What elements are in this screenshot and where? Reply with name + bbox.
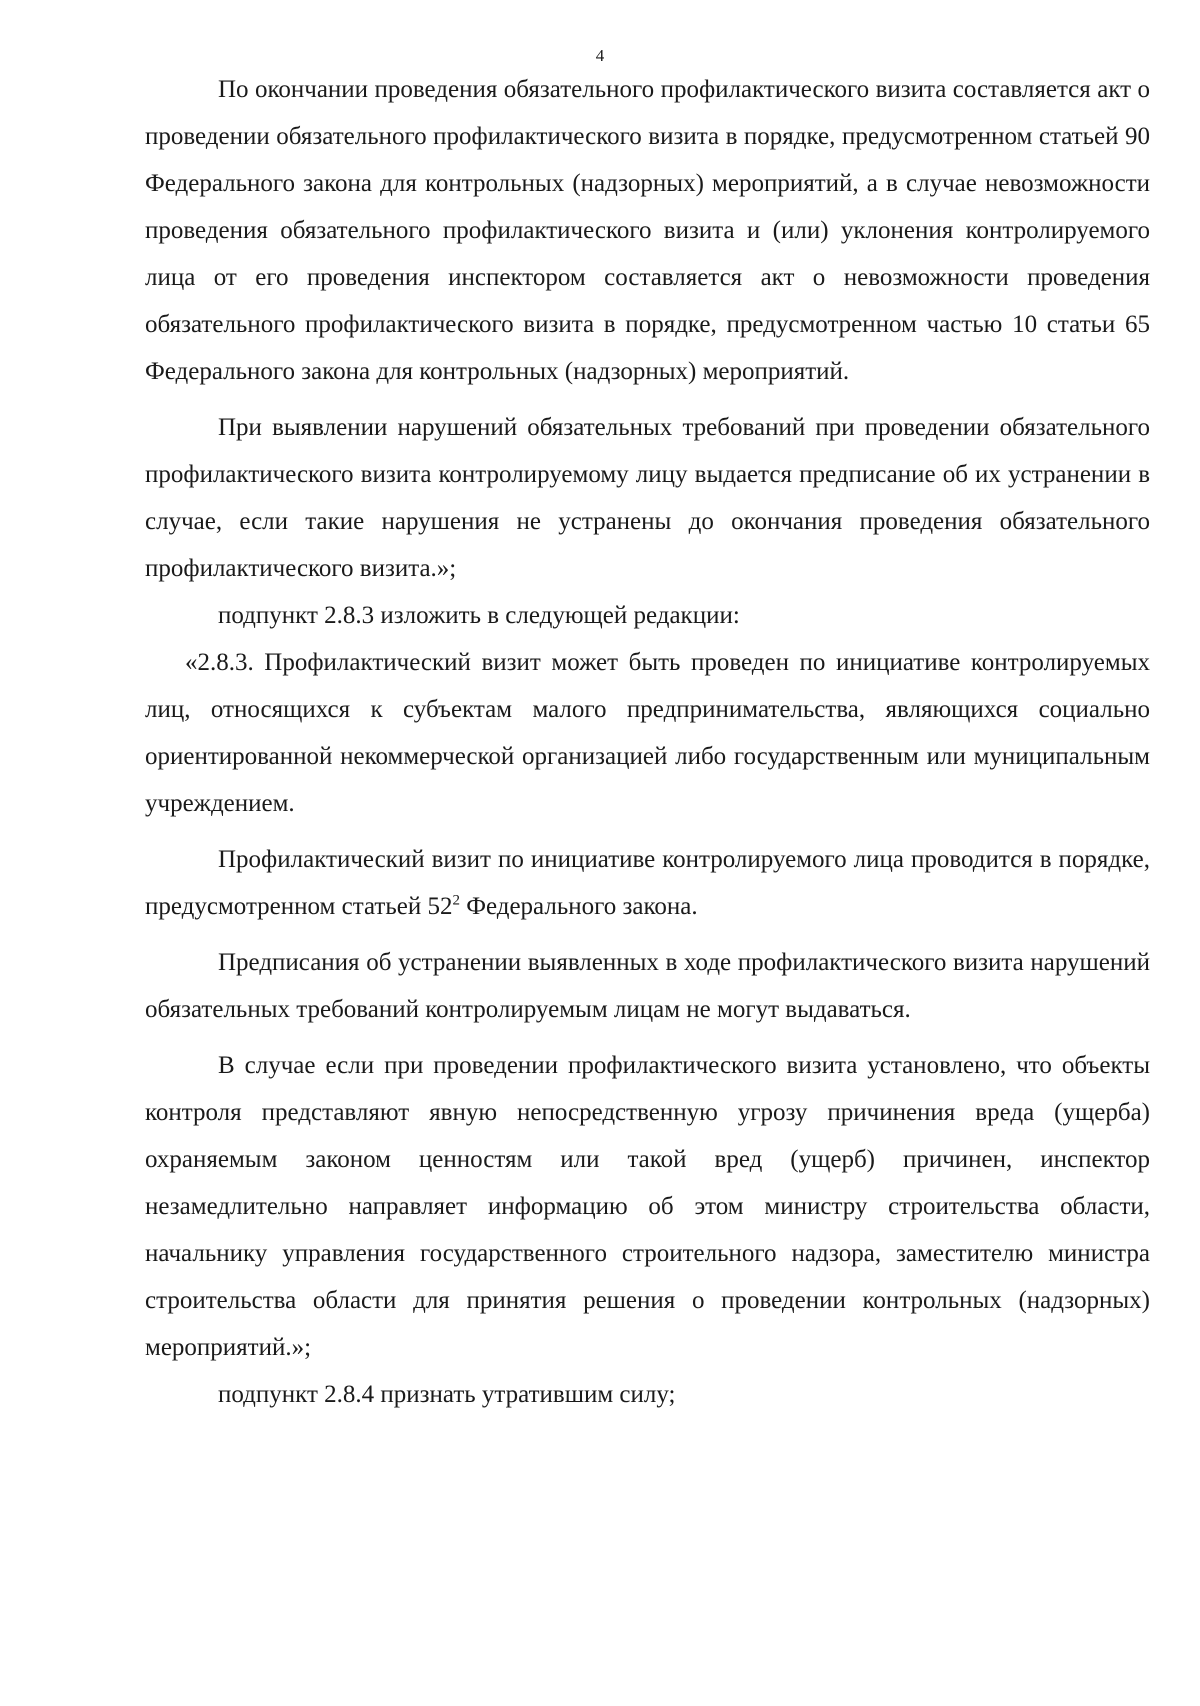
paragraph-visit-initiative: [145, 836, 1150, 930]
paragraph-gap: [145, 395, 1150, 404]
page-number: 4: [595, 46, 605, 65]
paragraph-no-orders: Предписания об устранении выявленных в ходе профилактического визита нарушений обязательных требований контролируемым лицам не могут выдаваться.: [145, 949, 1150, 1023]
paragraph-visit-initiative-end: Федерального закона.: [459, 893, 698, 920]
paragraph-violations-order: При выявлении нарушений обязательных требований при проведении обязательного профилактического визита контролируемому лицу выдается предписание об их устранении в случае, если такие нарушения не устранены до окончания проведения обязательного профилактического визита.»;: [145, 414, 1150, 582]
paragraph-gap: [145, 930, 1150, 939]
paragraph-subclause-2-8-3: «2.8.3. Профилактический визит может быть проведен по инициативе контролируемых лиц, относящихся к субъектам малого предпринимательства, являющихся социально ориентированной некоммерческой организацией либо государственным или муниципальным учреждением.: [145, 649, 1150, 817]
paragraph-gap: [145, 827, 1150, 836]
document-body: [145, 66, 1150, 1418]
paragraph-threat-notification: В случае если при проведении профилактического визита установлено, что объекты контроля представляют явную непосредственную угрозу причинения вреда (ущерба) охраняемым законом ценностям или такой вред (ущерб) причинен, инспектор незамедлительно направляет информацию об этом министру строительства области, начальнику управления государственного строительного надзора, заместителю министра строительства области для принятия решения о проведении контрольных (надзорных) мероприятий.»;: [145, 1052, 1150, 1361]
paragraph-act-on-visit: По окончании проведения обязательного профилактического визита составляется акт о проведении обязательного профилактического визита в порядке, предусмотренном статьей 90 Федерального закона для контрольных (надзорных) мероприятий, а в случае невозможности проведения обязательного профилактического визита и (или) уклонения контролируемого лица от его проведения инспектором составляется акт о невозможности проведения обязательного профилактического визита в порядке, предусмотренном частью 10 статьи 65 Федерального закона для контрольных (надзорных) мероприятий.: [145, 76, 1150, 385]
paragraph-gap: [145, 1033, 1150, 1042]
superscript-article-mark: 2: [452, 892, 460, 909]
paragraph-subclause-2-8-3-intro: подпункт 2.8.3 изложить в следующей редакции:: [218, 602, 740, 629]
paragraph-subclause-2-8-4: подпункт 2.8.4 признать утратившим силу;: [218, 1381, 676, 1408]
paragraph-visit-initiative-text: Профилактический визит по инициативе контролируемого лица проводится в порядке, предусмотренном статьей 52: [145, 846, 1150, 920]
